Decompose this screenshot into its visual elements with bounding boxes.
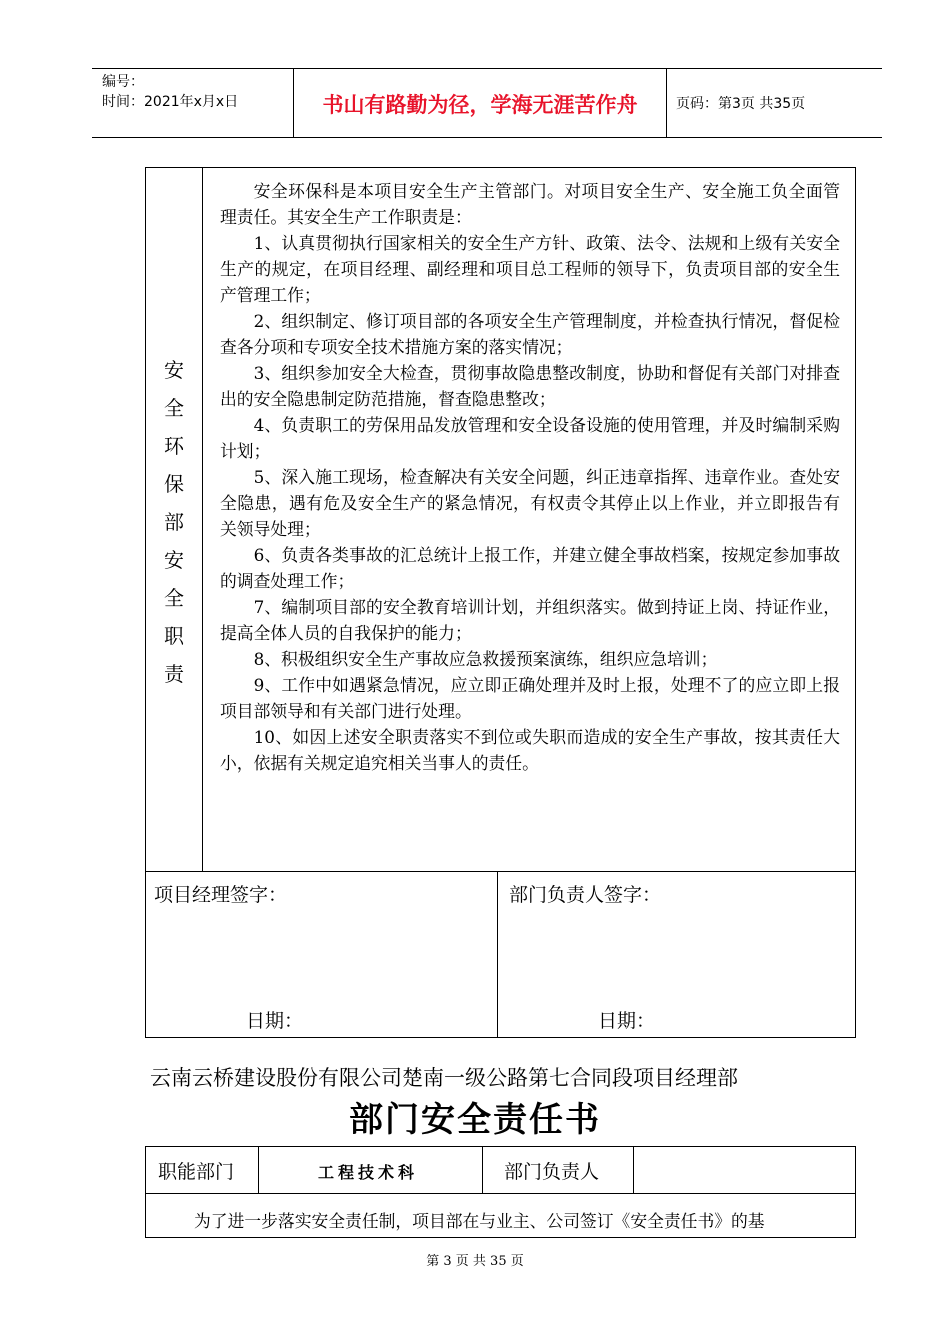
cell-divider: [258, 1147, 259, 1193]
header-meta-cell: [92, 69, 292, 137]
manager-signature-label: 项目经理签字：: [154, 884, 288, 906]
document-title: 部门安全责任书: [349, 1100, 601, 1140]
paragraph: 7、编制项目部的安全教育培训计划，并组织落实。做到持证上岗、持证作业，提高全体人员的自我保护的能力；: [220, 597, 840, 643]
title-char: 保: [164, 472, 184, 496]
responsibility-body: [220, 178, 840, 776]
serial-number-label: 编号：: [102, 74, 144, 90]
paragraph: 3、组织参加安全大检查，贯彻事故隐患整改制度，协助和督促有关部门对排查出的安全隐患制定防范措施，督查隐患整改；: [220, 363, 840, 409]
motto-text: 书山有路勤为径，学海无涯苦作舟: [322, 92, 638, 117]
cell-divider: [633, 1147, 634, 1193]
title-char: 全: [164, 396, 184, 420]
dept-head-date-label: 日期：: [598, 1010, 656, 1032]
title-char: 环: [164, 434, 184, 458]
intro-text: 为了进一步落实安全责任制，项目部在与业主、公司签订《安全责任书》的基: [194, 1211, 765, 1231]
title-char: 部: [164, 510, 184, 534]
dept-value: 工程技术科: [318, 1163, 419, 1182]
paragraph: 8、积极组织安全生产事故应急救援预案演练，组织应急培训；: [253, 649, 718, 669]
signature-divider: [497, 871, 498, 1037]
department-table: [145, 1146, 856, 1238]
header-motto-cell: [293, 69, 667, 137]
title-char: 安: [164, 358, 184, 382]
dept-label: 职能部门: [158, 1161, 235, 1183]
page-footer: 第 3 页 共 35 页: [426, 1254, 524, 1269]
paragraph: 2、组织制定、修订项目部的各项安全生产管理制度，并检查执行情况，督促检查各分项和专项安全技术措施方案的落实情况；: [220, 311, 840, 357]
date-label: 时间：2021年x月x日: [102, 94, 239, 110]
responsibility-table: [145, 167, 856, 1038]
title-char: 安: [164, 548, 184, 572]
company-name: 云南云桥建设股份有限公司楚南一级公路第七合同段项目经理部: [150, 1066, 738, 1090]
title-char: 全: [164, 586, 184, 610]
paragraph: 6、负责各类事故的汇总统计上报工作，并建立健全事故档案，按规定参加事故的调查处理工作；: [220, 545, 840, 591]
header-page-cell: [666, 69, 882, 137]
paragraph: 10、如因上述安全职责落实不到位或失职而造成的安全生产事故，按其责任大小，依据有关规定追究相关当事人的责任。: [220, 727, 840, 773]
page-header: [92, 68, 882, 138]
intro-paragraph: [170, 1208, 850, 1232]
paragraph: 4、负责职工的劳保用品发放管理和安全设备设施的使用管理，并及时编制采购计划；: [220, 415, 840, 461]
row-divider: [146, 871, 855, 872]
dept-head-label: 部门负责人: [504, 1161, 600, 1183]
cell-divider: [482, 1147, 483, 1193]
page-number-label: 页码：第3页 共35页: [676, 96, 806, 112]
department-row: [146, 1147, 855, 1194]
paragraph: 5、深入施工现场，检查解决有关安全问题，纠正违章指挥、违章作业。查处安全隐患，遇有危及安全生产的紧急情况，有权责令其停止以上作业，并立即报告有关领导处理；: [220, 467, 840, 539]
paragraph: 9、工作中如遇紧急情况，应立即正确处理并及时上报，处理不了的应立即上报项目部领导和有关部门进行处理。: [220, 675, 840, 721]
paragraph: 1、认真贯彻执行国家相关的安全生产方针、政策、法令、法规和上级有关安全生产的规定，在项目经理、副经理和项目总工程师的领导下，负责项目部的安全生产管理工作；: [220, 233, 840, 305]
title-char: 职: [164, 624, 184, 648]
dept-head-signature-label: 部门负责人签字：: [509, 884, 662, 906]
title-char: 责: [164, 662, 184, 686]
vertical-section-title: [146, 351, 202, 693]
paragraph: 安全环保科是本项目安全生产主管部门。对项目安全生产、安全施工负全面管理责任。其安全生产工作职责是：: [220, 181, 840, 227]
manager-date-label: 日期：: [246, 1010, 304, 1032]
column-divider: [202, 168, 203, 871]
